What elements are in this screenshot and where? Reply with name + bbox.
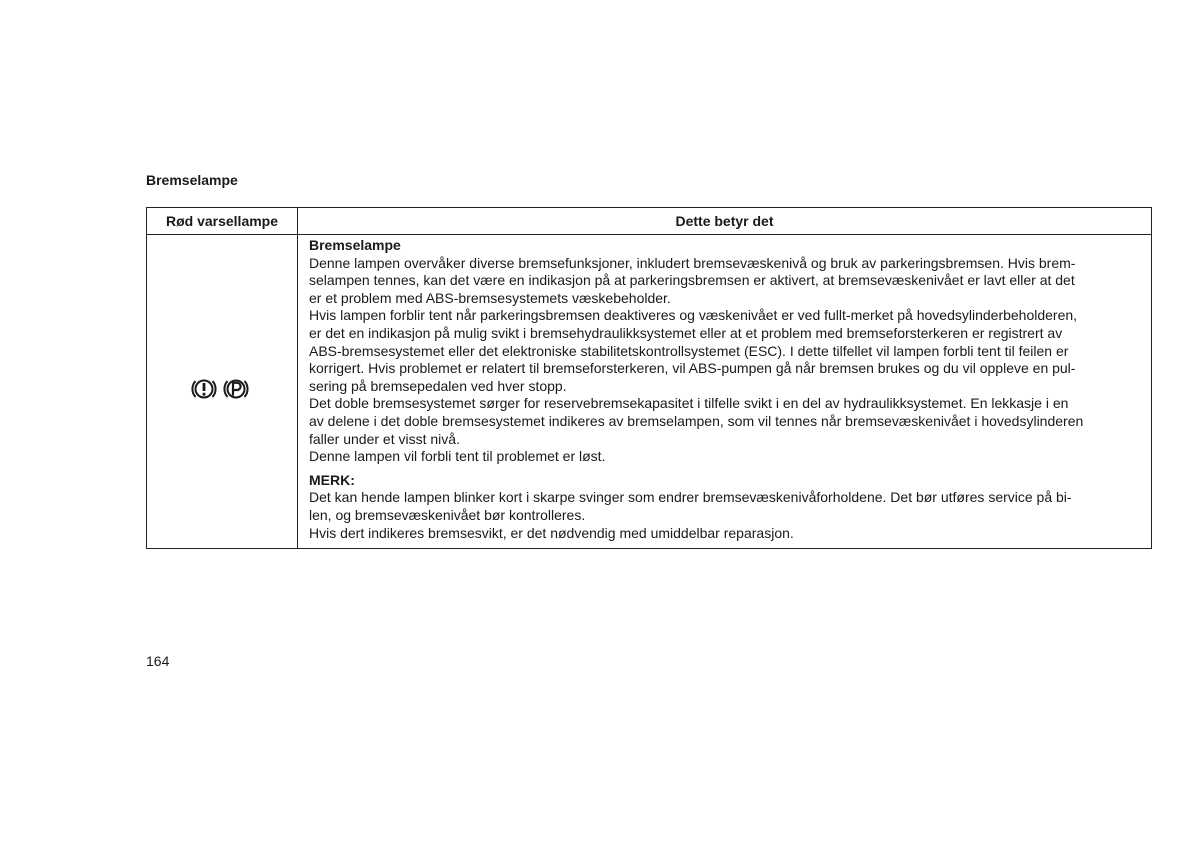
table-row	[147, 235, 1152, 549]
description-heading: Bremselampe	[309, 237, 401, 253]
description-line: korrigert. Hvis problemet er relatert til bremseforsterkeren, vil ABS-pumpen gå når bremsen brukes og du vil oppleve en pul-	[309, 360, 1076, 377]
note-line: len, og bremsevæskenivået bør kontrolleres.	[309, 506, 586, 523]
table-header-row	[147, 208, 1152, 235]
icon-cell	[147, 235, 298, 549]
description-line: av delene i det doble bremsesystemet indikeres av bremselampen, som vil tennes når bremsevæskenivået i hovedsylinderen	[309, 412, 1084, 429]
description-line: er det en indikasjon på mulig svikt i bremsehydraulikksystemet eller at et problem med bremseforsterkeren er registrert av	[309, 324, 1063, 341]
description-line: er et problem med ABS-bremsesystemets væskebeholder.	[309, 289, 671, 306]
note-line: Det kan hende lampen blinker kort i skarpe svinger som endrer bremsevæskenivåforholdene. Det bør utføres service på bi-	[309, 489, 1072, 506]
description-line: selampen tennes, kan det være en indikasjon på at parkeringsbremsen er aktivert, at bremsevæskenivået er lavt eller at det	[309, 272, 1075, 289]
description-line: Det doble bremsesystemet sørger for reservebremsekapasitet i tilfelle svikt i en del av hydraulikksystemet. En lekkasje i en	[309, 395, 1069, 412]
page-number: 164	[146, 653, 170, 669]
description-line: ABS-bremsesystemet eller det elektroniske stabilitetskontrollsystemet (ESC). I dette tilfellet vil lampen forbli tent til feilen er	[309, 342, 1069, 359]
description-line: Denne lampen vil forbli tent til problemet er løst.	[309, 448, 606, 465]
brake-warning-and-parking-brake-icon	[187, 374, 257, 404]
section-title: Bremselampe	[146, 172, 238, 188]
header-red-warning-lamp: Rød varsellampe	[147, 208, 298, 235]
note-heading: MERK:	[309, 471, 355, 488]
description-line: faller under et visst nivå.	[309, 430, 460, 447]
description-line: sering på bremsepedalen ved hver stopp.	[309, 377, 567, 394]
description-cell	[298, 235, 1152, 549]
note-line: Hvis dert indikeres bremsesvikt, er det nødvendig med umiddelbar reparasjon.	[309, 524, 794, 541]
description-line: Denne lampen overvåker diverse bremsefunksjoner, inkludert bremsevæskenivå og bruk av parkeringsbremsen. Hvis brem-	[309, 254, 1076, 271]
header-meaning: Dette betyr det	[298, 208, 1152, 235]
warning-lamp-table	[146, 207, 1152, 549]
description-line: Hvis lampen forblir tent når parkeringsbremsen deaktiveres og væskenivået er ved fullt-merket på hovedsylinderbeholderen,	[309, 307, 1078, 324]
